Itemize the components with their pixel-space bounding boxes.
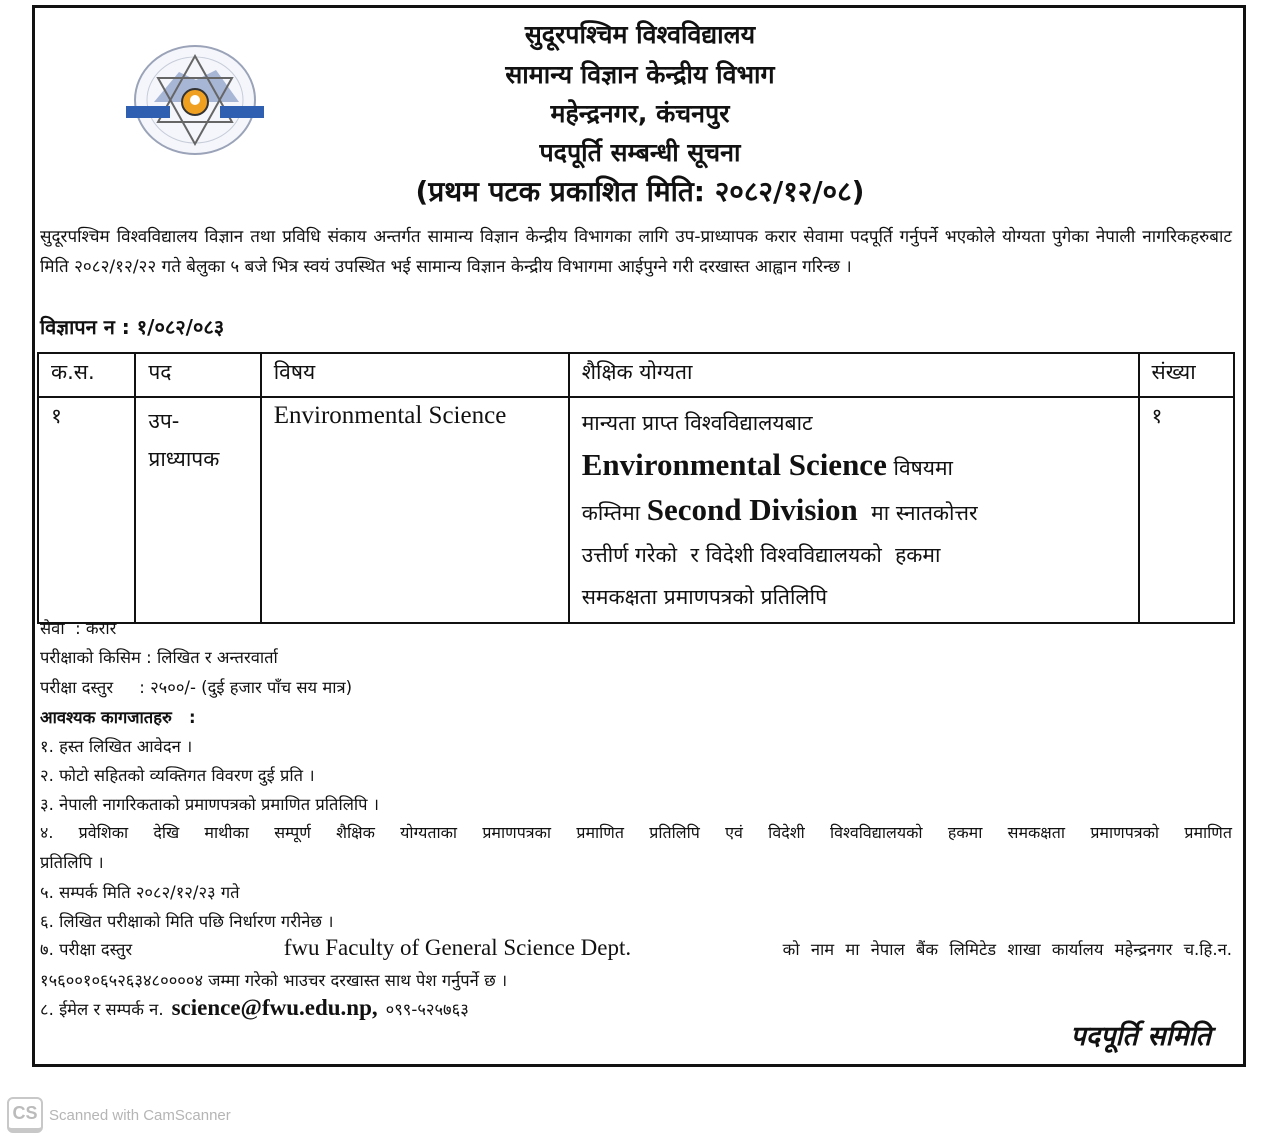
cell-qualification [569,397,1139,623]
col-header-qualification: शैक्षिक योग्यता [569,353,1139,397]
intro-paragraph: सुदूरपश्चिम विश्वविद्यालय विज्ञान तथा प्रविधि संकाय अन्तर्गत सामान्य विज्ञान केन्द्रीय विभागका लागि उप-प्राध्यापक करार सेवामा पदपूर्ति गर्नुपर्ने भएकोले योग्यता पुगेका नेपाली नागरिकहरुबाट मिति २०८२/१२/२२ गते बेलुका ५ बजे भित्र स्वयं उपस्थित भई सामान्य विज्ञान केन्द्रीय विभागमा आईपुग्ने गरी दरखास्त आह्वान गरिन्छ । [40,227,1232,277]
item7-account-name: fwu Faculty of General Science Dept. [283,935,632,960]
doc-item-1: १. हस्त लिखित आवेदन । [40,737,193,756]
details-section [40,612,1232,1032]
signature-committee: पदपूर्ति समिति [1070,1021,1211,1052]
doc-item-4: ४. प्रवेशिका देखि माथीका सम्पूर्ण शैक्षिक योग्यताका प्रमाणपत्रका प्रमाणित प्रतिलिपि एवं विदेशी विश्वविद्यालयको हकमा समकक्षता प्रमाणपत्रको प्रमाणित [40,823,1232,842]
notice-title: पदपूर्ति सम्बन्धी सूचना [539,138,741,167]
doc-item-5: ५. सम्पर्क मिति २०८२/१२/२३ गते [40,883,240,902]
col-header-count: संख्या [1139,353,1234,397]
service-type: सेवा : करार [40,619,117,638]
camscanner-watermark [7,1097,231,1133]
doc-item-7-cont: १५६००१०६५२६३४८००००४ जम्मा गरेको भाउचर दरखास्त साथ पेश गर्नुपर्ने छ । [40,971,508,990]
doc-item-4-cont: प्रतिलिपि । [40,853,104,872]
contact-phone: ०९९-५२५७६३ [385,1000,469,1019]
qual-line-5: समकक्षता प्रमाणपत्रको प्रतिलिपि [581,585,828,609]
university-seal-logo [124,42,266,158]
qual-line-1: मान्यता प्राप्त विश्वविद्यालयबाट [581,411,813,435]
qual-line-4: उत्तीर्ण गरेको र विदेशी विश्वविद्यालयको हकमा [581,543,941,567]
documents-heading: आवश्यक कागजातहरु : [40,708,196,727]
camscanner-logo-icon: CS [7,1097,43,1133]
qual-line-3-rest: मा स्नातकोत्तर [871,501,978,525]
table-header-row [38,353,1234,397]
qual-line-2 [582,444,1126,489]
cell-sn: १ [38,397,135,623]
cell-count: १ [1139,397,1234,623]
item7-pre: ७. परीक्षा दस्तुर [40,940,133,959]
qual-division-bold: Second Division [646,492,858,527]
university-name: सुदूरपश्चिम विश्वविद्यालय [524,20,756,49]
exam-fee: परीक्षा दस्तुर : २५००/- (दुई हजार पाँच सय मात्र) [40,678,353,697]
col-header-subject: विषय [261,353,569,397]
published-date: (प्रथम पटक प्रकाशित मिति: २०८२/१२/०८) [415,175,865,208]
ad-number: विज्ञापन न : १/०८२/०८३ [40,315,225,339]
cell-subject: Environmental Science [261,397,569,623]
doc-item-3: ३. नेपाली नागरिकताको प्रमाणपत्रको प्रमाणित प्रतिलिपि । [40,795,380,814]
qual-line-2-rest: विषयमा [893,456,953,480]
item7-post: को नाम मा नेपाल बैंक लिमिटेड शाखा कार्यालय महेन्द्रनगर च.हि.न. [782,940,1232,959]
doc-item-7 [40,935,1232,961]
qual-subject-bold: Environmental Science [581,447,887,482]
location: महेन्द्रनगर, कंचनपुर [550,99,730,128]
cell-post: उप-प्राध्यापक [135,397,260,623]
table-row [38,397,1234,623]
doc-item-8 [40,995,469,1021]
camscanner-text: Scanned with CamScanner [49,1106,231,1124]
col-header-post: पद [135,353,260,397]
col-header-sn: क.स. [38,353,135,397]
exam-type: परीक्षाको किसिम : लिखित र अन्तरवार्ता [40,648,278,667]
qual-line-3 [582,489,1126,534]
qual-line-3-pre: कम्तिमा [581,501,641,525]
doc-item-2: २. फोटो सहितको व्यक्तिगत विवरण दुई प्रति । [40,766,315,785]
item8-pre: ८. ईमेल र सम्पर्क न. [40,1000,164,1019]
doc-item-6: ६. लिखित परीक्षाको मिति पछि निर्धारण गरीनेछ । [40,912,334,931]
vacancy-table [37,352,1235,624]
department-name: सामान्य विज्ञान केन्द्रीय विभाग [505,60,775,89]
contact-email[interactable]: science@fwu.edu.np, [171,995,378,1020]
